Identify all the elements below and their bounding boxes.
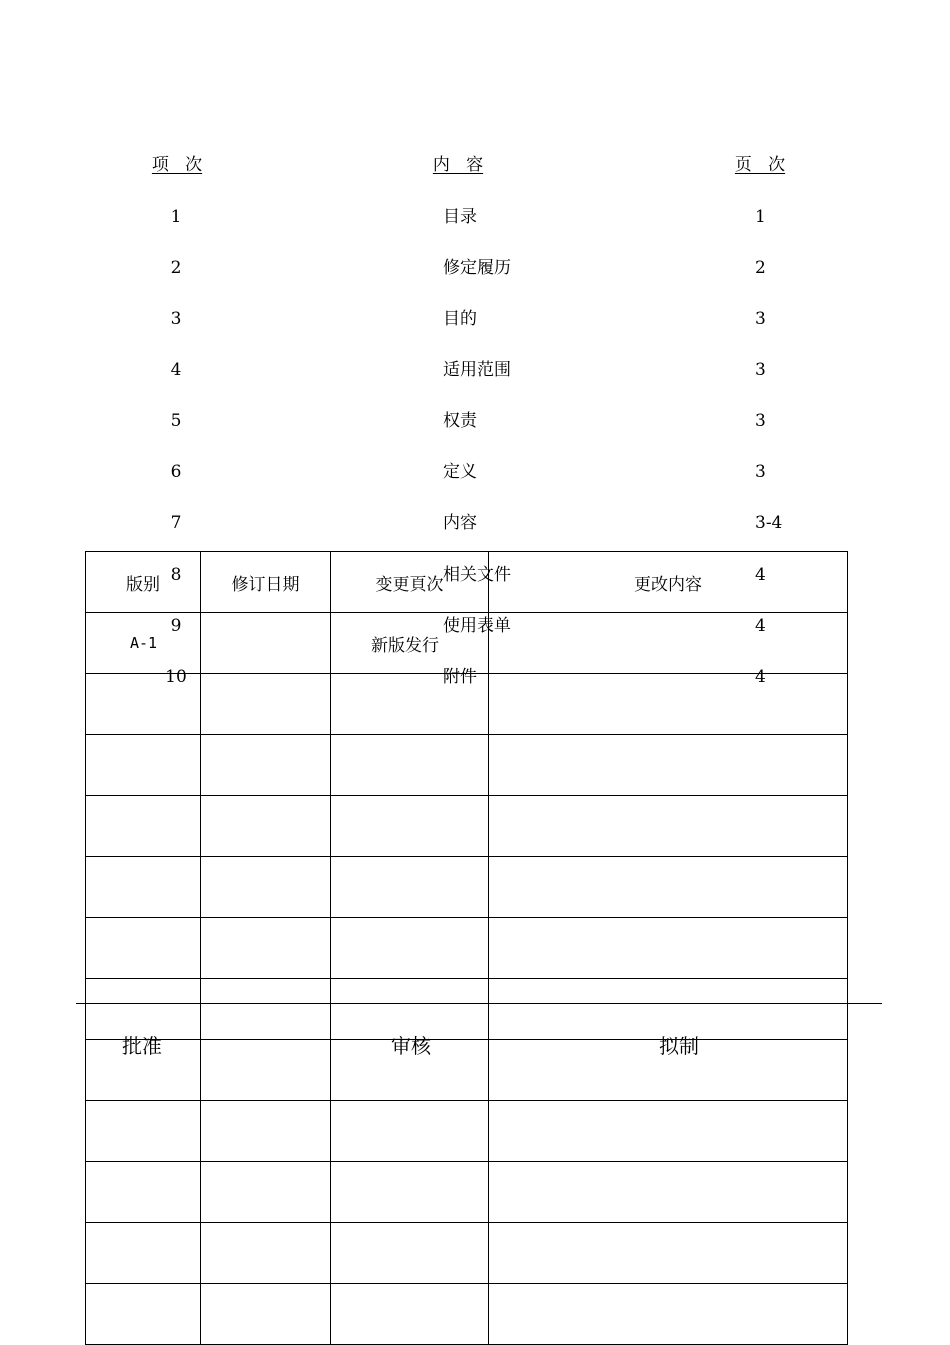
toc-item-title: 权责 <box>443 411 477 431</box>
toc-item-title: 适用范围 <box>443 360 511 380</box>
revision-header-content: 更改内容 <box>489 552 848 613</box>
toc-header-content: 内 容 <box>432 155 484 175</box>
toc-item-page: 3 <box>755 462 766 482</box>
toc-item-number: 8 <box>170 565 182 585</box>
toc-item-title: 附件 <box>443 667 477 687</box>
toc-row <box>0 206 950 228</box>
revision-header-version: 版别 <box>86 552 201 613</box>
revision-row-empty <box>86 918 848 979</box>
toc-row <box>0 461 950 483</box>
toc-item-number: 1 <box>170 207 182 227</box>
revision-row-empty <box>86 1101 848 1162</box>
revision-row-empty <box>86 979 848 1040</box>
toc-item-number: 9 <box>170 616 182 636</box>
toc-item-title: 修定履历 <box>443 258 511 278</box>
toc-item-number: 4 <box>170 360 182 380</box>
revision-version: A-1 <box>86 613 201 674</box>
toc-row <box>0 308 950 330</box>
revision-row-empty <box>86 1284 848 1345</box>
toc-row <box>0 564 950 586</box>
toc-item-title: 相关文件 <box>443 565 511 585</box>
toc-item-number: 7 <box>170 513 182 533</box>
revision-row-empty <box>86 735 848 796</box>
toc-item-number: 2 <box>170 258 182 278</box>
toc-item-page: 3-4 <box>755 513 783 533</box>
revision-pages: 新版发行 <box>331 613 489 674</box>
toc-row <box>0 359 950 381</box>
revision-header-pages: 变更頁次 <box>331 552 489 613</box>
toc-header-item: 项 次 <box>151 155 203 175</box>
toc-item-page: 4 <box>755 616 766 636</box>
revision-row-empty <box>86 857 848 918</box>
toc-item-title: 目录 <box>443 207 477 227</box>
toc-item-title: 内容 <box>443 513 477 533</box>
toc-item-number: 5 <box>170 411 182 431</box>
toc-item-number: 10 <box>165 667 187 687</box>
toc-item-page: 2 <box>755 258 766 278</box>
toc-item-page: 1 <box>755 207 766 227</box>
toc-item-page: 3 <box>755 360 766 380</box>
toc-item-number: 3 <box>170 309 182 329</box>
revision-row-empty <box>86 796 848 857</box>
toc-item-page: 3 <box>755 309 766 329</box>
toc-item-number: 6 <box>170 462 182 482</box>
toc-item-page: 4 <box>755 667 766 687</box>
signature-divider <box>76 1003 882 1004</box>
toc-row <box>0 410 950 432</box>
toc-item-page: 4 <box>755 565 766 585</box>
revision-header-date: 修订日期 <box>201 552 331 613</box>
toc-row <box>0 615 950 637</box>
toc-row <box>0 512 950 534</box>
toc-item-page: 3 <box>755 411 766 431</box>
toc-item-title: 目的 <box>443 309 477 329</box>
signature-draft-label: 拟制 <box>659 1034 699 1058</box>
signature-approve-label: 批准 <box>122 1034 162 1058</box>
signature-review-label: 审核 <box>391 1034 431 1058</box>
revision-row-empty <box>86 1040 848 1101</box>
revision-row-empty <box>86 1223 848 1284</box>
toc-row <box>0 257 950 279</box>
revision-row-empty <box>86 1162 848 1223</box>
toc-header-page: 页 次 <box>734 155 786 175</box>
toc-row <box>0 666 950 688</box>
toc-item-title: 定义 <box>443 462 477 482</box>
toc-item-title: 使用表单 <box>443 616 511 636</box>
